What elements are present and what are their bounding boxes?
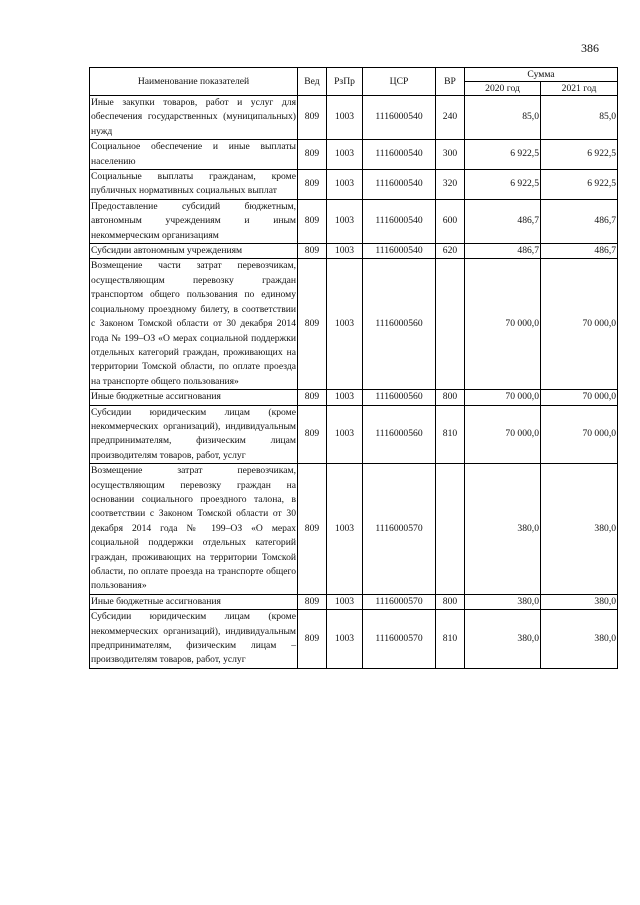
table-row xyxy=(90,405,618,464)
cell-ved: 809 xyxy=(298,140,327,170)
cell-ved: 809 xyxy=(298,170,327,200)
cell-rzpr: 1003 xyxy=(327,199,363,243)
table-row xyxy=(90,170,618,200)
cell-sum-2020: 380,0 xyxy=(465,594,541,609)
cell-sum-2020: 70 000,0 xyxy=(465,259,541,390)
cell-vr: 600 xyxy=(436,199,465,243)
cell-sum-2021: 85,0 xyxy=(541,96,618,140)
cell-csr: 1116000540 xyxy=(363,199,436,243)
header-ved: Вед xyxy=(298,68,327,96)
budget-table xyxy=(89,67,618,669)
cell-sum-2020: 70 000,0 xyxy=(465,405,541,464)
cell-sum-2021: 70 000,0 xyxy=(541,390,618,405)
cell-csr: 1116000560 xyxy=(363,390,436,405)
cell-csr: 1116000540 xyxy=(363,96,436,140)
cell-sum-2020: 486,7 xyxy=(465,199,541,243)
cell-sum-2020: 6 922,5 xyxy=(465,140,541,170)
table-row xyxy=(90,610,618,669)
cell-sum-2021: 6 922,5 xyxy=(541,140,618,170)
cell-name: Иные бюджетные ассигнования xyxy=(90,594,298,609)
cell-csr: 1116000560 xyxy=(363,405,436,464)
table-row xyxy=(90,199,618,243)
cell-sum-2021: 6 922,5 xyxy=(541,170,618,200)
cell-csr: 1116000540 xyxy=(363,170,436,200)
table-row xyxy=(90,140,618,170)
cell-name: Иные бюджетные ассигнования xyxy=(90,390,298,405)
cell-rzpr: 1003 xyxy=(327,96,363,140)
cell-name: Возмещение части затрат перевозчикам, осуществляющим перевозку граждан транспортом общего пользования по единому социальному проездному билету, в соответствии с Законом Томской области от 30 декабря 2014 года № 199–ОЗ «О мерах социальной поддержки отдельных категорий граждан, проживающих на территории Томской области, по оплате проезда на транспорте общего пользования» xyxy=(90,259,298,390)
cell-rzpr: 1003 xyxy=(327,405,363,464)
cell-csr: 1116000560 xyxy=(363,259,436,390)
cell-vr: 320 xyxy=(436,170,465,200)
cell-name: Социальное обеспечение и иные выплаты населению xyxy=(90,140,298,170)
cell-vr: 800 xyxy=(436,390,465,405)
cell-name: Иные закупки товаров, работ и услуг для обеспечения государственных (муниципальных) нужд xyxy=(90,96,298,140)
cell-name: Субсидии автономным учреждениям xyxy=(90,244,298,259)
cell-name: Социальные выплаты гражданам, кроме публичных нормативных социальных выплат xyxy=(90,170,298,200)
cell-sum-2021: 70 000,0 xyxy=(541,259,618,390)
cell-vr xyxy=(436,259,465,390)
cell-name: Субсидии юридическим лицам (кроме некоммерческих организаций), индивидуальным предпринимателям, физическим лицам – производителям товаров, работ, услуг xyxy=(90,610,298,669)
cell-vr: 810 xyxy=(436,405,465,464)
cell-rzpr: 1003 xyxy=(327,390,363,405)
table-row xyxy=(90,464,618,595)
cell-ved: 809 xyxy=(298,405,327,464)
table-body xyxy=(90,96,618,669)
cell-sum-2020: 85,0 xyxy=(465,96,541,140)
header-row xyxy=(90,68,618,82)
cell-sum-2021: 486,7 xyxy=(541,244,618,259)
cell-rzpr: 1003 xyxy=(327,170,363,200)
cell-rzpr: 1003 xyxy=(327,464,363,595)
page-number: 386 xyxy=(581,41,599,55)
cell-ved: 809 xyxy=(298,199,327,243)
cell-rzpr: 1003 xyxy=(327,610,363,669)
cell-ved: 809 xyxy=(298,594,327,609)
header-name: Наименование показателей xyxy=(90,68,298,96)
cell-csr: 1116000570 xyxy=(363,464,436,595)
cell-ved: 809 xyxy=(298,464,327,595)
cell-vr: 810 xyxy=(436,610,465,669)
cell-sum-2021: 380,0 xyxy=(541,610,618,669)
table-row xyxy=(90,594,618,609)
cell-sum-2020: 380,0 xyxy=(465,610,541,669)
cell-rzpr: 1003 xyxy=(327,259,363,390)
header-year-2021: 2021 год xyxy=(541,82,618,96)
table-row xyxy=(90,259,618,390)
cell-csr: 1116000570 xyxy=(363,594,436,609)
cell-csr: 1116000570 xyxy=(363,610,436,669)
cell-csr: 1116000540 xyxy=(363,140,436,170)
cell-vr xyxy=(436,464,465,595)
table-row xyxy=(90,390,618,405)
cell-vr: 800 xyxy=(436,594,465,609)
header-year-2020: 2020 год xyxy=(465,82,541,96)
cell-rzpr: 1003 xyxy=(327,594,363,609)
header-rzpr: РзПр xyxy=(327,68,363,96)
cell-ved: 809 xyxy=(298,390,327,405)
cell-rzpr: 1003 xyxy=(327,244,363,259)
cell-name: Предоставление субсидий бюджетным, автономным учреждениям и иным некоммерческим организациям xyxy=(90,199,298,243)
cell-sum-2021: 486,7 xyxy=(541,199,618,243)
cell-csr: 1116000540 xyxy=(363,244,436,259)
cell-sum-2020: 6 922,5 xyxy=(465,170,541,200)
cell-name: Субсидии юридическим лицам (кроме некоммерческих организаций), индивидуальным предпринимателям, физическим лицам производителям товаров, работ, услуг xyxy=(90,405,298,464)
cell-vr: 240 xyxy=(436,96,465,140)
header-sum: Сумма xyxy=(465,68,618,82)
header-csr: ЦСР xyxy=(363,68,436,96)
cell-sum-2021: 380,0 xyxy=(541,594,618,609)
table-row xyxy=(90,244,618,259)
cell-ved: 809 xyxy=(298,244,327,259)
header-vr: ВР xyxy=(436,68,465,96)
cell-vr: 300 xyxy=(436,140,465,170)
cell-sum-2020: 70 000,0 xyxy=(465,390,541,405)
cell-sum-2021: 380,0 xyxy=(541,464,618,595)
cell-ved: 809 xyxy=(298,610,327,669)
cell-name: Возмещение затрат перевозчикам, осуществляющим перевозку граждан на основании социального проездного талона, в соответствии с Законом Томской области от 30 декабря 2014 года № 199–ОЗ «О мерах социальной поддержки отдельных категорий граждан, проживающих на территории Томской области, по оплате проезда на транспорте общего пользования» xyxy=(90,464,298,595)
table-row xyxy=(90,96,618,140)
cell-sum-2020: 486,7 xyxy=(465,244,541,259)
cell-sum-2021: 70 000,0 xyxy=(541,405,618,464)
cell-ved: 809 xyxy=(298,259,327,390)
cell-ved: 809 xyxy=(298,96,327,140)
cell-vr: 620 xyxy=(436,244,465,259)
cell-sum-2020: 380,0 xyxy=(465,464,541,595)
cell-rzpr: 1003 xyxy=(327,140,363,170)
